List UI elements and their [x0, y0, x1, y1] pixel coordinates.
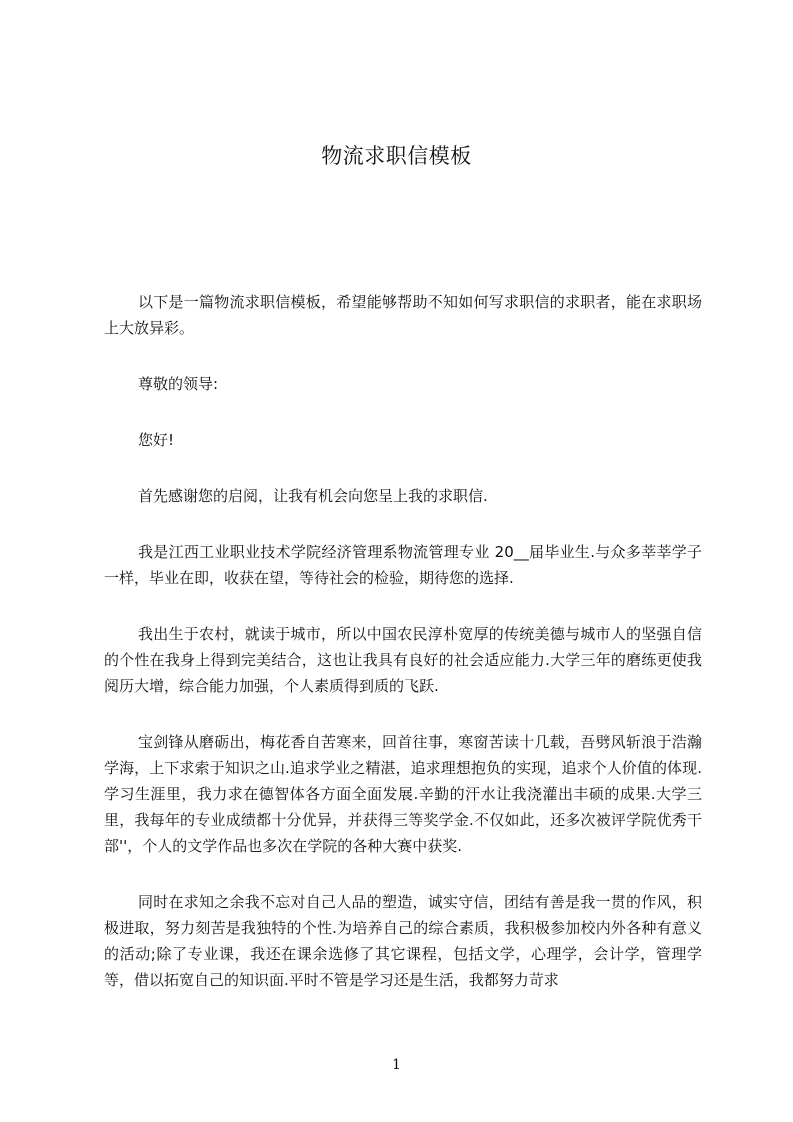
salutation: 尊敬的领导:: [138, 375, 219, 393]
document-body: [104, 289, 702, 1023]
character-paragraph: 同时在求知之余我不忘对自己人品的塑造，诚实守信，团结有善是我一贯的作风，积极进取，努力刻苦是我独特的个性.为培养自己的综合素质，我积极参加校内外各种有意义的活动;除了专业课，我还在课余选修了其它课程，包括文学，心理学，会计学，管理学等，借以拓宽自己的知识面.平时不管是学习还是生活，我都努力苛求: [104, 893, 702, 989]
greeting: 您好!: [138, 431, 175, 449]
page-number: 1: [392, 1057, 401, 1073]
thanks-paragraph: 首先感谢您的启阅，让我有机会向您呈上我的求职信.: [138, 487, 488, 505]
intro-paragraph: 以下是一篇物流求职信模板，希望能够帮助不知如何写求职信的求职者，能在求职场上大放异彩。: [104, 293, 702, 337]
self-introduction-paragraph: 我是江西工业职业技术学院经济管理系物流管理专业 20__届毕业生.与众多莘莘学子一样，毕业在即，收获在望，等待社会的检验，期待您的选择.: [104, 543, 702, 587]
background-paragraph: 我出生于农村，就读于城市，所以中国农民淳朴宽厚的传统美德与城市人的坚强自信的个性在我身上得到完美结合，这也让我具有良好的社会适应能力.大学三年的磨练更使我阅历大增，综合能力加强，个人素质得到质的飞跃.: [104, 625, 702, 695]
document-title: 物流求职信模板: [321, 144, 472, 168]
achievements-paragraph: 宝剑锋从磨砺出，梅花香自苦寒来，回首往事，寒窗苦读十几载，吾劈风斩浪于浩瀚学海，上下求索于知识之山.追求学业之精湛，追求理想抱负的实现，追求个人价值的体现.学习生涯里，我力求在德智体各方面全面发展.辛勤的汗水让我浇灌出丰硕的成果.大学三里，我每年的专业成绩都十分优异，并获得三等奖学金.不仅如此，还多次被评学院优秀干部''，个人的文学作品也多次在学院的各种大赛中获奖.: [104, 733, 702, 855]
